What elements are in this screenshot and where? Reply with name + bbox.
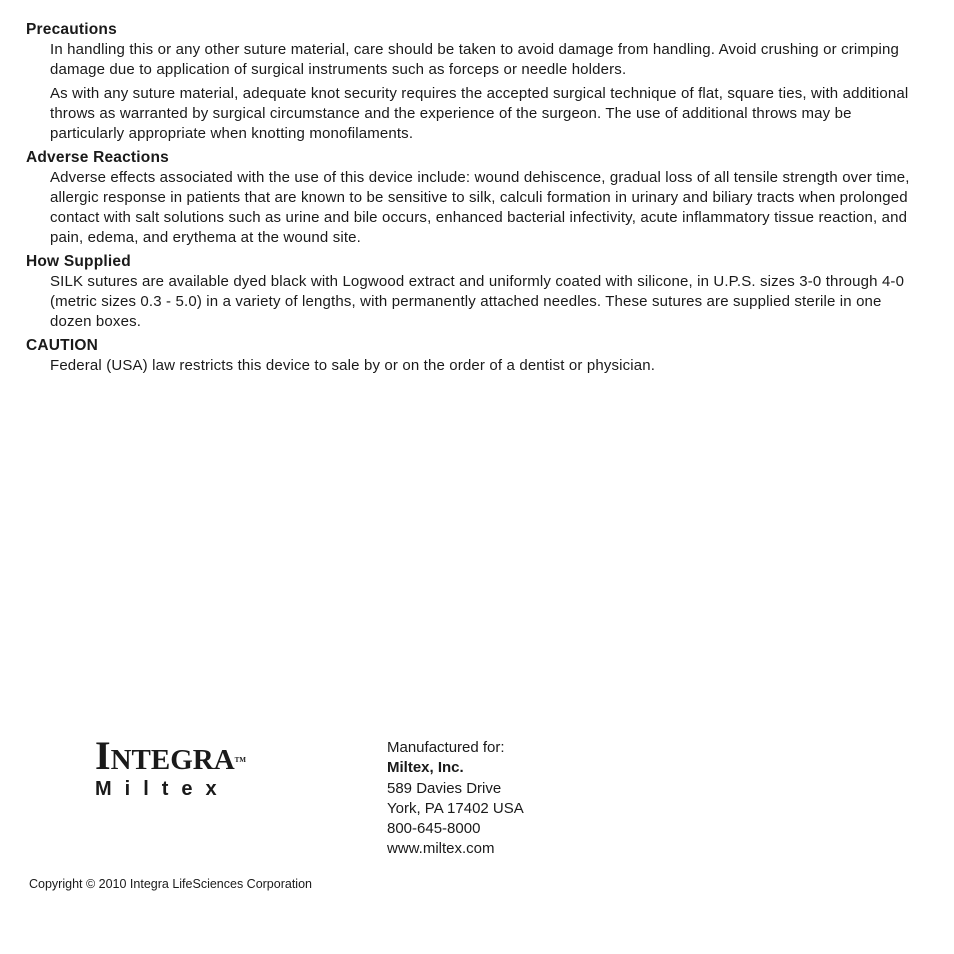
manufacturer-street: 589 Davies Drive: [387, 779, 502, 797]
trademark-mark: TM: [234, 756, 246, 764]
manufacturer-label: Manufactured for:: [387, 739, 505, 756]
section-paragraph: Adverse effects associated with the use of this device include: wound dehiscence, gradual loss of all tensile strength over time, allergic response in patients that are known to be sensitive to silk, calculi formation in urinary and biliary tracts when prolonged contact with salt solutions such as urine and bile occurs, enhanced bacterial infectivity, acute inflammatory tissue reaction, and pain, edema, and erythema at the wound site.: [50, 169, 910, 246]
section-paragraph: In handling this or any other suture material, care should be taken to avoid damage from handling. Avoid crushing or crimping damage due to application of surgical instruments such as forceps or needle holders.: [50, 41, 899, 78]
manufacturer-company: Miltex, Inc.: [387, 759, 464, 777]
section-heading: CAUTION: [26, 337, 99, 354]
section-precautions: [26, 20, 926, 144]
section-how-supplied: [26, 252, 926, 332]
section-caution: [26, 336, 926, 376]
section-paragraph: SILK sutures are available dyed black with Logwood extract and uniformly coated with silicone, in U.P.S. sizes 3-0 through 4-0 (metric sizes 0.3 - 5.0) in a variety of lengths, with permanently attached needles. These sutures are supplied sterile in one dozen boxes.: [50, 273, 905, 330]
integra-rest: NTEGRA: [110, 744, 235, 776]
manufacturer-phone: 800-645-8000: [387, 820, 481, 838]
manufacturer-block: [387, 738, 524, 860]
section-paragraph: As with any suture material, adequate knot security requires the accepted surgical technique of flat, square ties, with additional throws as warranted by surgical circumstance and the experience of the surgeon. The use of additional throws may be particularly appropriate when knotting monofilaments.: [50, 85, 909, 142]
document-body: [26, 20, 926, 380]
section-paragraph: Federal (USA) law restricts this device to sale by or on the order of a dentist or physician.: [50, 357, 656, 374]
miltex-wordmark: Miltex: [95, 778, 230, 800]
copyright-notice: Copyright © 2010 Integra LifeSciences Corporation: [29, 877, 312, 891]
manufacturer-website: www.miltex.com: [387, 840, 495, 858]
manufacturer-city: York, PA 17402 USA: [387, 799, 524, 817]
section-heading: How Supplied: [26, 253, 131, 270]
integra-wordmark: [95, 733, 246, 778]
integra-initial: I: [95, 733, 111, 778]
integra-miltex-logo: [95, 733, 246, 800]
section-heading: Precautions: [26, 21, 117, 38]
section-heading: Adverse Reactions: [26, 149, 169, 166]
section-adverse-reactions: [26, 148, 926, 248]
